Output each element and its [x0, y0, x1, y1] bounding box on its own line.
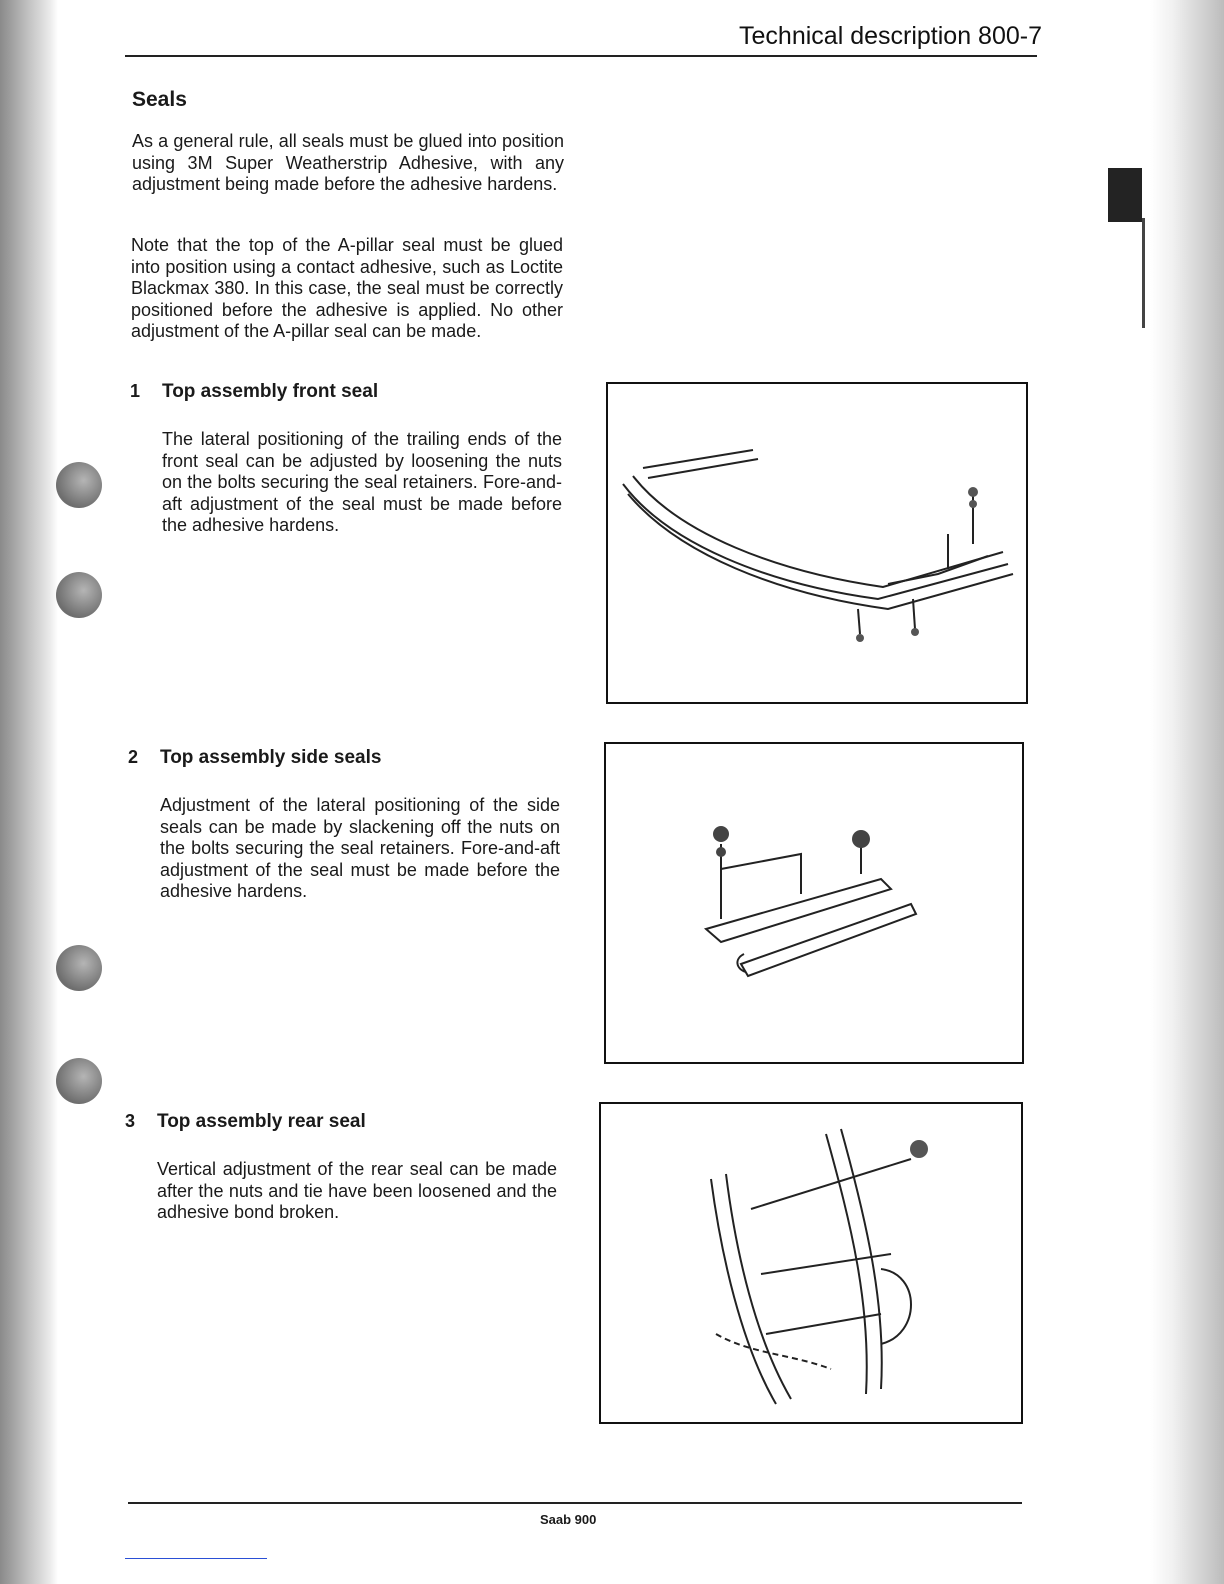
- binder-hole: [56, 572, 102, 618]
- item-body: Vertical adjustment of the rear seal can be made after the nuts and tie have been loosened and the adhesive bond broken.: [157, 1159, 557, 1222]
- note-paragraph: Note that the top of the A-pillar seal must be glued into position using a contact adhesive, such as Loctite Blackmax 380. In this case, the seal must be correctly positioned before the adhesive is applied. No other adjustment of the A-pillar seal can be made.: [131, 235, 563, 341]
- item-number: 2: [128, 747, 139, 767]
- item-body: The lateral positioning of the trailing ends of the front seal can be adjusted by loosening the nuts on the bolts securing the seal retainers. Fore-and-aft adjustment of the seal must be made before the adhesive hardens.: [162, 429, 562, 535]
- binder-hole: [56, 462, 102, 508]
- footer-rule: [128, 1502, 1022, 1504]
- front-seal-illustration: [606, 382, 1028, 704]
- intro-paragraph: As a general rule, all seals must be glued into position using 3M Super Weatherstrip Adhesive, with any adjustment being made before the adhesive hardens.: [132, 131, 564, 194]
- rear-seal-drawing: [601, 1104, 1021, 1422]
- item-title: Top assembly rear seal: [157, 1111, 366, 1132]
- side-seal-drawing: [606, 744, 1022, 1062]
- footer-text: Saab 900: [540, 1512, 597, 1527]
- binder-hole: [56, 945, 102, 991]
- link-underline: [125, 1558, 267, 1559]
- front-seal-drawing: [608, 384, 1026, 702]
- header-rule: [125, 55, 1037, 57]
- item-title: Top assembly front seal: [162, 381, 379, 402]
- binder-edge: [0, 0, 58, 1584]
- side-seal-illustration: [604, 742, 1024, 1064]
- item-body: Adjustment of the lateral positioning of the side seals can be made by slackening off the nuts on the bolts securing the seal retainers. Fore-and-aft adjustment of the seal must be made before the adhesive hardens.: [160, 795, 560, 901]
- section-tab-line: [1142, 218, 1145, 328]
- binder-hole: [56, 1058, 102, 1104]
- item-title: Top assembly side seals: [160, 747, 382, 768]
- page-header-title: Technical description 800-7: [739, 22, 1042, 50]
- section-title: Seals: [132, 88, 187, 111]
- item-number: 1: [130, 381, 141, 401]
- page-edge-shadow: [1150, 0, 1224, 1584]
- item-number: 3: [125, 1111, 136, 1131]
- rear-seal-illustration: [599, 1102, 1023, 1424]
- section-tab-marker: [1108, 168, 1142, 222]
